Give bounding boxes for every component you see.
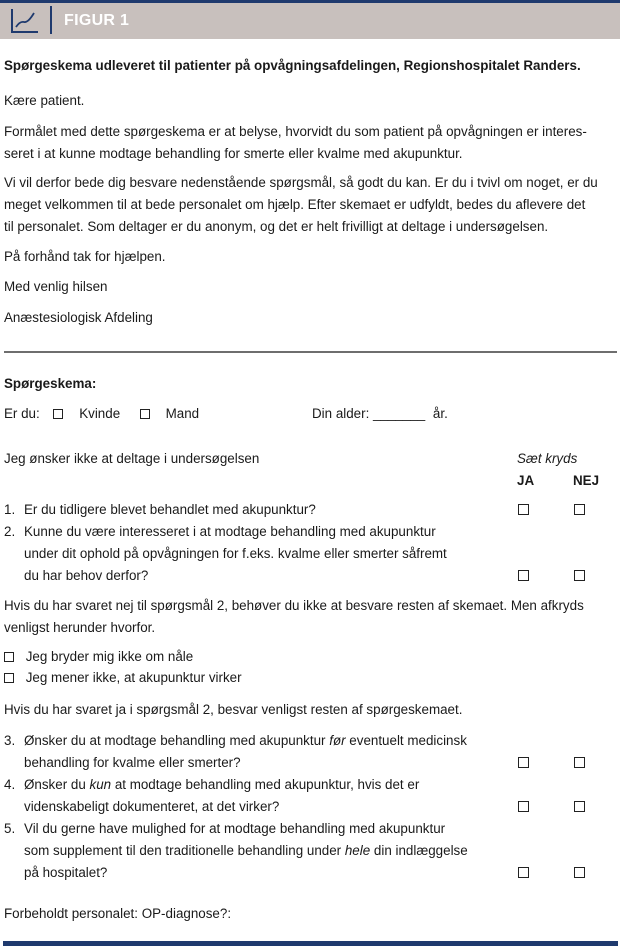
gender-row — [4, 406, 199, 422]
figure-header — [0, 3, 620, 39]
q3-line2: behandling for kvalme eller smerter? — [24, 755, 241, 770]
para1-line2: seret i at kunne modtage behandling for smerte eller kvalme med akupunktur. — [4, 146, 463, 161]
age-field[interactable]: _______ — [373, 406, 426, 421]
q5-line1: Vil du gerne have mulighed for at modtage behandling med akupunktur — [24, 821, 446, 836]
q2-line1: Kunne du være interesseret i at modtage behandling med akupunktur — [24, 524, 436, 539]
age-label: Din alder: — [312, 406, 370, 421]
header-separator — [50, 6, 52, 34]
q5-number: 5. — [4, 821, 16, 836]
q4-yes-checkbox[interactable] — [518, 801, 529, 812]
q2-line3: du har behov derfor? — [24, 568, 149, 583]
q1-number: 1. — [4, 502, 16, 517]
column-no: NEJ — [573, 473, 600, 488]
checkbox-mand[interactable] — [140, 409, 150, 419]
q4-line2: videnskabeligt dokumenteret, at det virker? — [24, 799, 280, 814]
checkbox-kvinde[interactable] — [53, 409, 63, 419]
q5-post: din indlæggelse — [370, 843, 468, 858]
para2-line3: til personalet. Som deltager er du anonym, og det er helt frivilligt at deltage i undersøgelsen. — [4, 219, 549, 234]
figure-title: FIGUR 1 — [64, 12, 130, 29]
q5-no-checkbox[interactable] — [574, 867, 585, 878]
q5-yes-checkbox[interactable] — [518, 867, 529, 878]
q2-line2: under dit ophold på opvågningen for f.eks. kvalme eller smerter såfremt — [24, 546, 447, 561]
para2-line2: meget velkommen til at bede personalet om hjælp. Efter skemaet er udfyldt, bedes du aflevere det — [4, 197, 586, 212]
reason-2-checkbox[interactable] — [4, 673, 14, 683]
q3-no-checkbox[interactable] — [574, 757, 585, 768]
bottom-rule — [3, 941, 618, 946]
thanks: På forhånd tak for hjælpen. — [4, 249, 166, 264]
opt-out-text: Jeg ønsker ikke at deltage i undersøgelsen — [4, 451, 260, 466]
reason-1-checkbox[interactable] — [4, 652, 14, 662]
q4-post: at modtage behandling med akupunktur, hvis det er — [111, 777, 420, 792]
if-no-line1: Hvis du har svaret nej til spørgsmål 2, behøver du ikke at besvare resten af skemaet. Men afkryds — [4, 598, 584, 613]
column-yes: JA — [517, 473, 535, 488]
q3-emphasis: før — [329, 733, 346, 748]
para2-line1: Vi vil derfor bede dig besvare nedenstående spørgsmål, så godt du kan. Er du i tvivl om noget, er du — [4, 175, 598, 190]
q1-no-checkbox[interactable] — [574, 504, 585, 515]
greeting: Kære patient. — [4, 93, 85, 108]
age-unit: år. — [432, 406, 448, 421]
gender-label: Er du: — [4, 406, 40, 421]
closing: Med venlig hilsen — [4, 279, 108, 294]
q3-post: eventuelt medicinsk — [345, 733, 467, 748]
if-yes-text: Hvis du har svaret ja i spørgsmål 2, besvar venligst resten af spørgeskemaet. — [4, 702, 463, 717]
age-row — [312, 406, 448, 422]
q5-line2 — [24, 840, 468, 862]
chart-line-icon — [8, 7, 40, 35]
q2-no-checkbox[interactable] — [574, 570, 585, 581]
q4-line1 — [24, 774, 419, 796]
q2-yes-checkbox[interactable] — [518, 570, 529, 581]
q1-yes-checkbox[interactable] — [518, 504, 529, 515]
section-divider — [4, 351, 617, 353]
if-no-line2: venligst herunder hvorfor. — [4, 620, 156, 635]
form-title: Spørgeskema: — [4, 376, 97, 391]
option-mand: Mand — [165, 406, 200, 421]
staff-only-field: Forbeholdt personalet: OP-diagnose?: — [4, 906, 232, 921]
reason-1-label: Jeg bryder mig ikke om nåle — [25, 649, 194, 664]
q3-number: 3. — [4, 733, 16, 748]
mark-hint: Sæt kryds — [517, 451, 578, 466]
q2-number: 2. — [4, 524, 16, 539]
q4-pre: Ønsker du — [24, 777, 90, 792]
q3-yes-checkbox[interactable] — [518, 757, 529, 768]
q5-line3: på hospitalet? — [24, 865, 108, 880]
signature: Anæstesiologisk Afdeling — [4, 310, 153, 325]
intro-heading: Spørgeskema udleveret til patienter på opvågningsafdelingen, Regionshospitalet Randers. — [4, 58, 581, 73]
para1-line1: Formålet med dette spørgeskema er at belyse, hvorvidt du som patient på opvågningen er interes- — [4, 124, 587, 139]
reason-2-label: Jeg mener ikke, at akupunktur virker — [25, 670, 242, 685]
option-kvinde: Kvinde — [79, 406, 121, 421]
q5-pre: som supplement til den traditionelle behandling under — [24, 843, 345, 858]
reason-2 — [4, 670, 242, 686]
q4-number: 4. — [4, 777, 16, 792]
q5-emphasis: hele — [344, 843, 371, 858]
q4-no-checkbox[interactable] — [574, 801, 585, 812]
q3-pre: Ønsker du at modtage behandling med akupunktur — [24, 733, 330, 748]
q3-line1 — [24, 730, 467, 752]
q1-text: Er du tidligere blevet behandlet med akupunktur? — [24, 502, 316, 517]
reason-1 — [4, 649, 193, 665]
q4-emphasis: kun — [89, 777, 112, 792]
